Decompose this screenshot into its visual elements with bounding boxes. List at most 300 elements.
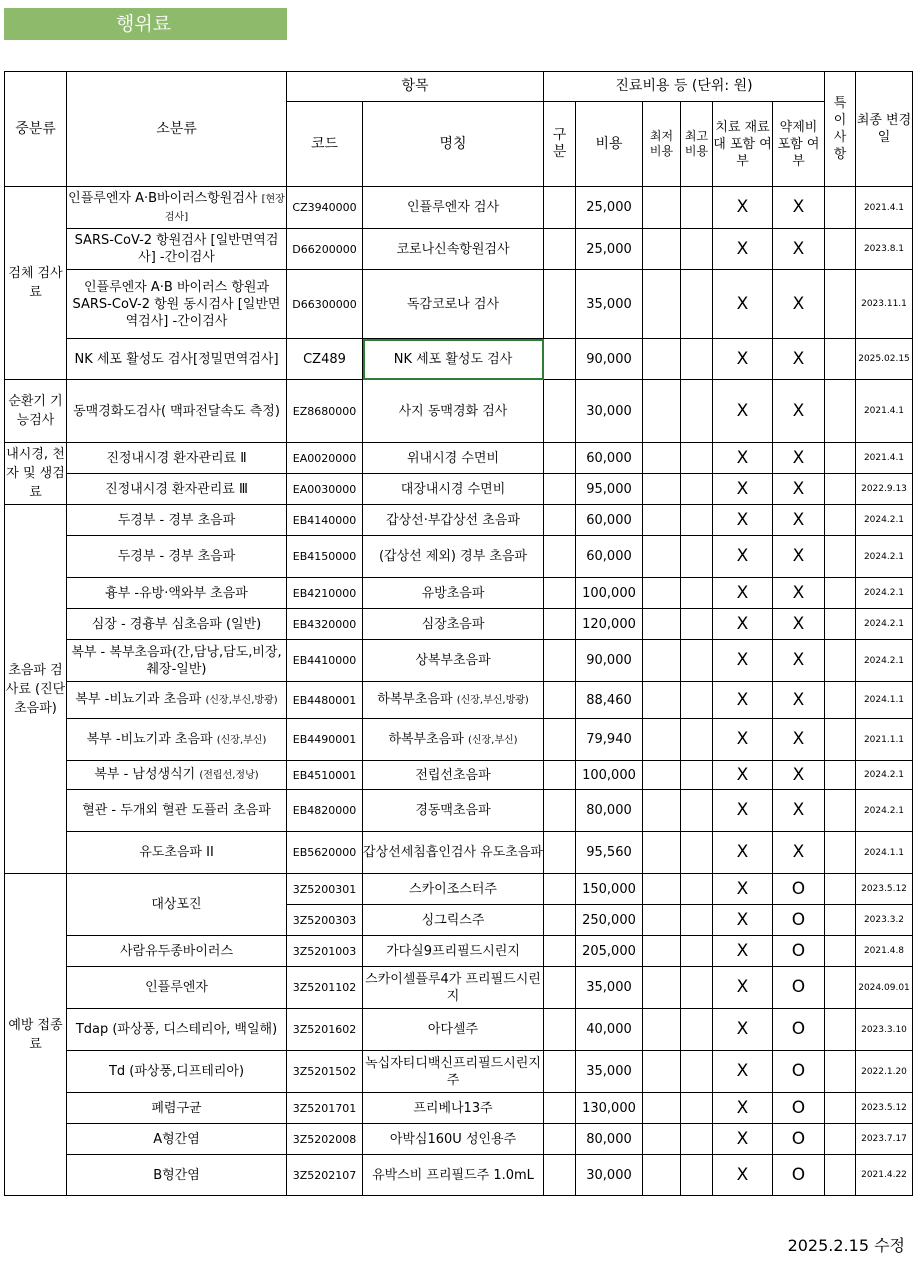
material-included-cell: X (713, 905, 773, 936)
material-included-cell: X (713, 1124, 773, 1155)
material-included-cell: X (713, 936, 773, 967)
type-cell (544, 1009, 576, 1051)
max-cost-cell (681, 1124, 713, 1155)
sub-category-note: (신장,부신,방광) (205, 695, 278, 706)
drug-included-cell: O (773, 1051, 825, 1093)
drug-included-cell: O (773, 936, 825, 967)
cost-cell: 100,000 (576, 761, 643, 790)
material-included-cell: X (713, 832, 773, 874)
name-text: 전립선초음파 (415, 767, 491, 783)
header-min-cost: 최저비용 (643, 102, 681, 187)
code-cell: EB4410000 (287, 640, 363, 682)
drug-included-cell: O (773, 874, 825, 905)
material-included-cell: X (713, 1009, 773, 1051)
table-row (5, 874, 913, 905)
sub-category-cell (67, 1093, 287, 1124)
min-cost-cell (643, 936, 681, 967)
last-changed-cell: 2025.02.15 (856, 339, 913, 380)
max-cost-cell (681, 187, 713, 229)
sub-category-cell (67, 474, 287, 505)
sub-category-text: 폐렴구균 (151, 1100, 202, 1116)
code-cell: 3Z5202107 (287, 1155, 363, 1196)
material-included-cell: X (713, 682, 773, 719)
type-cell (544, 505, 576, 536)
table-row (5, 682, 913, 719)
type-cell (544, 719, 576, 761)
last-changed-cell: 2023.7.17 (856, 1124, 913, 1155)
min-cost-cell (643, 505, 681, 536)
last-changed-cell: 2023.8.1 (856, 229, 913, 270)
last-changed-cell: 2021.1.1 (856, 719, 913, 761)
drug-included-cell: O (773, 1155, 825, 1196)
header-cost: 비용 (576, 102, 643, 187)
max-cost-cell (681, 905, 713, 936)
name-text: 갑상선세침흡인검사 유도초음파 (363, 845, 543, 860)
drug-included-cell: X (773, 187, 825, 229)
sub-category-text: 복부 - 남성생식기 (94, 767, 196, 782)
code-cell: EA0020000 (287, 443, 363, 474)
max-cost-cell (681, 719, 713, 761)
special-cell (825, 790, 856, 832)
type-cell (544, 187, 576, 229)
cost-cell: 205,000 (576, 936, 643, 967)
type-cell (544, 443, 576, 474)
cost-cell: 35,000 (576, 1051, 643, 1093)
special-cell (825, 474, 856, 505)
sub-category-text: 흉부 -유방·액와부 초음파 (105, 585, 248, 601)
special-cell (825, 832, 856, 874)
header-name: 명칭 (363, 102, 544, 187)
min-cost-cell (643, 1051, 681, 1093)
last-changed-cell: 2023.5.12 (856, 874, 913, 905)
min-cost-cell (643, 719, 681, 761)
cost-cell: 35,000 (576, 967, 643, 1009)
special-cell (825, 380, 856, 443)
drug-included-cell: X (773, 474, 825, 505)
name-text: 대장내시경 수면비 (400, 481, 506, 497)
name-cell (363, 761, 544, 790)
drug-included-cell: O (773, 967, 825, 1009)
special-cell (825, 905, 856, 936)
cost-cell: 130,000 (576, 1093, 643, 1124)
last-changed-cell: 2024.2.1 (856, 536, 913, 578)
min-cost-cell (643, 187, 681, 229)
name-cell (363, 1124, 544, 1155)
min-cost-cell (643, 609, 681, 640)
min-cost-cell (643, 474, 681, 505)
code-cell: EB4490001 (287, 719, 363, 761)
drug-included-cell: X (773, 536, 825, 578)
sub-category-text: 두경부 - 경부 초음파 (117, 512, 236, 528)
sub-category-text: 유도초음파 II (139, 845, 214, 860)
name-cell (363, 719, 544, 761)
sub-category-text: A형간염 (153, 1131, 200, 1147)
type-cell (544, 832, 576, 874)
max-cost-cell (681, 832, 713, 874)
name-text: 사지 동맥경화 검사 (398, 403, 508, 419)
name-cell (363, 967, 544, 1009)
revision-note: 2025.2.15 수정 (787, 1236, 905, 1255)
special-cell (825, 1155, 856, 1196)
name-cell (363, 270, 544, 339)
material-included-cell: X (713, 609, 773, 640)
code-cell: EB4210000 (287, 578, 363, 609)
min-cost-cell (643, 832, 681, 874)
type-cell (544, 474, 576, 505)
table-row (5, 1093, 913, 1124)
code-cell: EB4480001 (287, 682, 363, 719)
material-included-cell: X (713, 339, 773, 380)
code-cell: D66200000 (287, 229, 363, 270)
material-included-cell: X (713, 578, 773, 609)
type-cell (544, 380, 576, 443)
sub-category-cell (67, 270, 287, 339)
min-cost-cell (643, 1155, 681, 1196)
name-cell (363, 936, 544, 967)
last-changed-cell: 2023.3.2 (856, 905, 913, 936)
max-cost-cell (681, 761, 713, 790)
code-cell: 3Z5200303 (287, 905, 363, 936)
type-cell (544, 1093, 576, 1124)
last-changed-cell: 2023.11.1 (856, 270, 913, 339)
type-cell (544, 640, 576, 682)
max-cost-cell (681, 474, 713, 505)
sub-category-text: 심장 - 경흉부 심초음파 (일반) (91, 616, 262, 632)
mid-category-cell: 내시경, 천자 및 생검료 (5, 443, 67, 505)
section-label: 행위료 (4, 8, 287, 40)
sub-category-text: 대상포진 (151, 897, 202, 912)
type-cell (544, 1155, 576, 1196)
name-text: 가다실9프리필드시린지 (386, 943, 520, 959)
name-text: 유방초음파 (421, 585, 485, 601)
sub-category-cell (67, 1009, 287, 1051)
table-row (5, 474, 913, 505)
material-included-cell: X (713, 380, 773, 443)
type-cell (544, 790, 576, 832)
sub-category-cell (67, 832, 287, 874)
max-cost-cell (681, 339, 713, 380)
special-cell (825, 967, 856, 1009)
max-cost-cell (681, 505, 713, 536)
mid-category-cell: 예방 접종료 (5, 874, 67, 1196)
sub-category-cell (67, 640, 287, 682)
cost-cell: 90,000 (576, 339, 643, 380)
name-cell (363, 874, 544, 905)
max-cost-cell (681, 1155, 713, 1196)
name-text: 스카이조스터주 (409, 881, 497, 897)
table-row (5, 443, 913, 474)
max-cost-cell (681, 1093, 713, 1124)
sub-category-text: 복부 -비뇨기과 초음파 (75, 692, 202, 707)
name-cell (363, 609, 544, 640)
name-cell (363, 832, 544, 874)
name-text: 독감코로나 검사 (406, 296, 500, 312)
cost-cell: 80,000 (576, 790, 643, 832)
last-changed-cell: 2024.2.1 (856, 790, 913, 832)
drug-included-cell: X (773, 339, 825, 380)
code-cell: EB4320000 (287, 609, 363, 640)
table-row (5, 640, 913, 682)
last-changed-cell: 2024.2.1 (856, 578, 913, 609)
special-cell (825, 536, 856, 578)
code-cell: 3Z5201102 (287, 967, 363, 1009)
sub-category-text: Td (파상풍,디프테리아) (108, 1064, 245, 1079)
name-text: 유박스비 프리필드주 1.0mL (372, 1167, 534, 1183)
last-changed-cell: 2024.2.1 (856, 640, 913, 682)
sub-category-cell (67, 874, 287, 936)
special-cell (825, 229, 856, 270)
name-text: 심장초음파 (421, 616, 485, 632)
sub-category-text: 복부 -비뇨기과 초음파 (86, 731, 213, 747)
min-cost-cell (643, 270, 681, 339)
name-text: 인플루엔자 검사 (406, 200, 500, 215)
drug-included-cell: X (773, 380, 825, 443)
header-sub-category: 소분류 (67, 72, 287, 187)
sub-category-note: [현장검사] (164, 193, 285, 223)
max-cost-cell (681, 578, 713, 609)
table-row (5, 578, 913, 609)
last-changed-cell: 2021.4.1 (856, 187, 913, 229)
name-cell (363, 682, 544, 719)
sub-category-text: B형간염 (153, 1167, 200, 1183)
special-cell (825, 682, 856, 719)
name-cell (363, 443, 544, 474)
header-code: 코드 (287, 102, 363, 187)
last-changed-cell: 2022.1.20 (856, 1051, 913, 1093)
sub-category-text: NK 세포 활성도 검사[정밀면역검사] (74, 351, 279, 367)
drug-included-cell: X (773, 443, 825, 474)
code-cell: EB4150000 (287, 536, 363, 578)
min-cost-cell (643, 790, 681, 832)
table-row (5, 1124, 913, 1155)
special-cell (825, 1009, 856, 1051)
name-cell (363, 1155, 544, 1196)
name-text: 프리베나13주 (413, 1100, 493, 1116)
max-cost-cell (681, 640, 713, 682)
max-cost-cell (681, 609, 713, 640)
sub-category-cell (67, 761, 287, 790)
code-cell: 3Z5200301 (287, 874, 363, 905)
name-cell (363, 790, 544, 832)
header-item: 항목 (287, 72, 544, 102)
table-row (5, 832, 913, 874)
sub-category-cell (67, 536, 287, 578)
table-row (5, 936, 913, 967)
drug-included-cell: X (773, 578, 825, 609)
special-cell (825, 640, 856, 682)
table-row (5, 339, 913, 380)
material-included-cell: X (713, 474, 773, 505)
max-cost-cell (681, 229, 713, 270)
cost-cell: 30,000 (576, 1155, 643, 1196)
sub-category-note: (신장,부신) (216, 734, 267, 746)
code-cell: EA0030000 (287, 474, 363, 505)
table-row (5, 790, 913, 832)
cost-cell: 120,000 (576, 609, 643, 640)
header-drug-included: 약제비 포함 여부 (773, 102, 825, 187)
type-cell (544, 682, 576, 719)
drug-included-cell: O (773, 905, 825, 936)
name-cell (363, 380, 544, 443)
material-included-cell: X (713, 790, 773, 832)
code-cell: EB4140000 (287, 505, 363, 536)
last-changed-cell: 2024.2.1 (856, 761, 913, 790)
cost-cell: 100,000 (576, 578, 643, 609)
sub-category-text: 혈관 - 두개외 혈관 도플러 초음파 (82, 803, 271, 818)
sub-category-text: Tdap (파상풍, 디스테리아, 백일해) (75, 1022, 278, 1037)
max-cost-cell (681, 936, 713, 967)
cost-cell: 88,460 (576, 682, 643, 719)
header-mid-category: 중분류 (5, 72, 67, 187)
material-included-cell: X (713, 187, 773, 229)
drug-included-cell: X (773, 832, 825, 874)
drug-included-cell: X (773, 719, 825, 761)
header-last-changed: 최종 변경일 (856, 72, 913, 187)
sub-category-cell (67, 790, 287, 832)
special-cell (825, 578, 856, 609)
min-cost-cell (643, 1009, 681, 1051)
last-changed-cell: 2024.2.1 (856, 609, 913, 640)
material-included-cell: X (713, 229, 773, 270)
name-cell (363, 905, 544, 936)
name-text: 상복부초음파 (415, 653, 491, 668)
code-cell: 3Z5202008 (287, 1124, 363, 1155)
special-cell (825, 339, 856, 380)
name-note: (신장,부신) (467, 734, 518, 746)
material-included-cell: X (713, 270, 773, 339)
drug-included-cell: X (773, 505, 825, 536)
drug-included-cell: O (773, 1093, 825, 1124)
type-cell (544, 609, 576, 640)
drug-included-cell: X (773, 270, 825, 339)
min-cost-cell (643, 536, 681, 578)
last-changed-cell: 2021.4.22 (856, 1155, 913, 1196)
sub-category-cell (67, 967, 287, 1009)
drug-included-cell: X (773, 609, 825, 640)
table-row (5, 609, 913, 640)
last-changed-cell: 2023.5.12 (856, 1093, 913, 1124)
min-cost-cell (643, 1093, 681, 1124)
name-cell (363, 536, 544, 578)
header-material-included: 치료 재료대 포함 여부 (713, 102, 773, 187)
sub-category-text: 두경부 - 경부 초음파 (117, 549, 236, 564)
code-cell: EB5620000 (287, 832, 363, 874)
cost-cell: 35,000 (576, 270, 643, 339)
sub-category-text: 복부 - 복부초음파(간,담낭,담도,비장,췌장-일반) (71, 644, 282, 677)
max-cost-cell (681, 874, 713, 905)
cost-cell: 90,000 (576, 640, 643, 682)
table-row (5, 380, 913, 443)
cost-cell: 40,000 (576, 1009, 643, 1051)
cost-cell: 60,000 (576, 536, 643, 578)
material-included-cell: X (713, 761, 773, 790)
sub-category-text: 사람유두종바이러스 (119, 943, 234, 959)
header-max-cost: 최고비용 (681, 102, 713, 187)
code-cell: EB4510001 (287, 761, 363, 790)
min-cost-cell (643, 229, 681, 270)
drug-included-cell: X (773, 229, 825, 270)
type-cell (544, 905, 576, 936)
cost-cell: 95,560 (576, 832, 643, 874)
cost-cell: 250,000 (576, 905, 643, 936)
sub-category-text: 동맥경화도검사( 맥파전달속도 측정) (73, 403, 280, 419)
last-changed-cell: 2021.4.1 (856, 380, 913, 443)
sub-category-cell (67, 1124, 287, 1155)
sub-category-note: (전립선,정낭) (199, 770, 259, 781)
name-text: 하복부초음파 (377, 692, 453, 707)
min-cost-cell (643, 1124, 681, 1155)
name-cell (363, 339, 544, 380)
special-cell (825, 505, 856, 536)
min-cost-cell (643, 874, 681, 905)
type-cell (544, 874, 576, 905)
max-cost-cell (681, 1051, 713, 1093)
name-text: NK 세포 활성도 검사 (393, 351, 513, 367)
table-row (5, 1155, 913, 1196)
special-cell (825, 270, 856, 339)
table-row (5, 270, 913, 339)
material-included-cell: X (713, 505, 773, 536)
name-text: 녹십자티디백신프리필드시린지주 (365, 1055, 541, 1088)
cost-cell: 60,000 (576, 505, 643, 536)
drug-included-cell: X (773, 761, 825, 790)
name-text: (갑상선 제외) 경부 초음파 (378, 549, 528, 564)
material-included-cell: X (713, 640, 773, 682)
name-cell (363, 474, 544, 505)
max-cost-cell (681, 682, 713, 719)
min-cost-cell (643, 682, 681, 719)
max-cost-cell (681, 270, 713, 339)
cost-cell: 95,000 (576, 474, 643, 505)
code-cell: EZ8680000 (287, 380, 363, 443)
name-text: 스카이셀플루4가 프리필드시린지 (365, 971, 541, 1004)
name-text: 아박심160U 성인용주 (389, 1131, 517, 1147)
special-cell (825, 1051, 856, 1093)
sub-category-cell (67, 443, 287, 474)
max-cost-cell (681, 967, 713, 1009)
sub-category-cell (67, 1155, 287, 1196)
table-row (5, 967, 913, 1009)
last-changed-cell: 2024.1.1 (856, 682, 913, 719)
special-cell (825, 719, 856, 761)
header-special: 특이사항 (825, 72, 856, 187)
sub-category-text: 진정내시경 환자관리료 Ⅱ (106, 450, 247, 466)
sub-category-cell (67, 609, 287, 640)
name-cell (363, 505, 544, 536)
material-included-cell: X (713, 967, 773, 1009)
code-cell: 3Z5201003 (287, 936, 363, 967)
type-cell (544, 1124, 576, 1155)
drug-included-cell: X (773, 790, 825, 832)
type-cell (544, 270, 576, 339)
sub-category-cell (67, 936, 287, 967)
type-cell (544, 936, 576, 967)
material-included-cell: X (713, 719, 773, 761)
name-text: 코로나신속항원검사 (396, 241, 510, 257)
name-cell (363, 187, 544, 229)
code-cell: EB4820000 (287, 790, 363, 832)
cost-cell: 60,000 (576, 443, 643, 474)
cost-cell: 25,000 (576, 187, 643, 229)
min-cost-cell (643, 640, 681, 682)
special-cell (825, 187, 856, 229)
drug-included-cell: O (773, 1009, 825, 1051)
code-cell: 3Z5201502 (287, 1051, 363, 1093)
min-cost-cell (643, 339, 681, 380)
name-cell (363, 1093, 544, 1124)
special-cell (825, 936, 856, 967)
cost-cell: 25,000 (576, 229, 643, 270)
